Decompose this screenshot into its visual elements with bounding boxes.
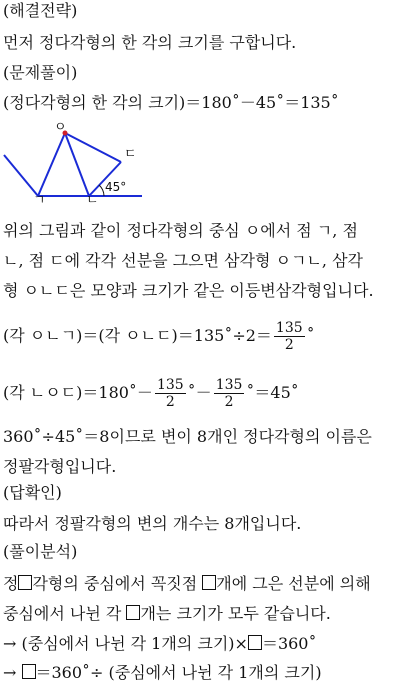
arrow-line-1 bbox=[3, 634, 316, 654]
eq2-fraction-2 bbox=[214, 377, 245, 410]
angle-label: 45° bbox=[105, 180, 127, 194]
arrow-text: ＝360˚÷ (중심에서 나뉜 각 1개의 크기) bbox=[35, 663, 322, 682]
eq2-fraction-1 bbox=[155, 377, 186, 410]
answer-header: (답확인) bbox=[3, 483, 62, 502]
eq1-denominator: 2 bbox=[284, 337, 294, 353]
strategy-header: (해결전략) bbox=[3, 1, 78, 20]
eq2-right: ˚＝45˚ bbox=[246, 383, 299, 402]
solution-header: (문제풀이) bbox=[3, 63, 78, 82]
eq1-numerator: 135 bbox=[275, 320, 303, 336]
answer-text: 따라서 정팔각형의 변의 개수는 8개입니다. bbox=[3, 514, 302, 533]
eq2-mid: ˚－ bbox=[187, 383, 212, 402]
equation-2 bbox=[3, 377, 299, 410]
arrow-line-2 bbox=[3, 663, 322, 683]
explain-line-2: ㄴ, 점 ㄷ에 각각 선분을 그으면 삼각형 ㅇㄱㄴ, 삼각 bbox=[3, 251, 363, 270]
label-g: ㄱ bbox=[33, 193, 46, 204]
equation-3-line-2: 정팔각형입니다. bbox=[3, 457, 117, 476]
arrow-text: → bbox=[3, 663, 22, 682]
analysis-line-2 bbox=[3, 604, 331, 624]
analysis-text: 개에 그은 선분에 의해 bbox=[216, 574, 371, 593]
analysis-line-1 bbox=[3, 574, 371, 594]
blank-box bbox=[22, 664, 36, 679]
polygon-figure bbox=[0, 118, 400, 204]
analysis-text: 개는 크기가 모두 같습니다. bbox=[140, 604, 331, 623]
analysis-header: (풀이분석) bbox=[3, 542, 78, 561]
label-o: ㅇ bbox=[54, 120, 67, 135]
analysis-text: 정 bbox=[3, 574, 19, 593]
angle-equation: (정다각형의 한 각의 크기)＝180˚－45˚＝135˚ bbox=[3, 93, 339, 112]
eq2-denominator-2: 2 bbox=[224, 394, 234, 410]
angle-arc bbox=[99, 185, 104, 196]
eq2-denominator-1: 2 bbox=[165, 394, 175, 410]
segment-o-g bbox=[38, 133, 65, 196]
eq2-numerator-1: 135 bbox=[156, 377, 184, 393]
label-d: ㄷ bbox=[124, 147, 137, 162]
label-n: ㄴ bbox=[86, 193, 99, 204]
eq1-fraction bbox=[274, 320, 305, 353]
equation-1 bbox=[3, 320, 315, 353]
eq1-left: (각 ㅇㄴㄱ)＝(각 ㅇㄴㄷ)＝135˚÷2＝ bbox=[3, 326, 272, 345]
blank-box bbox=[202, 575, 216, 590]
eq1-unit: ˚ bbox=[306, 326, 315, 345]
eq2-left: (각 ㄴㅇㄷ)＝180˚－ bbox=[3, 383, 153, 402]
arrow-text: → (중심에서 나뉜 각 1개의 크기)× bbox=[3, 634, 248, 653]
blank-box bbox=[18, 575, 32, 590]
analysis-text: 각형의 중심에서 꼭짓점 bbox=[32, 574, 203, 593]
blank-box bbox=[126, 605, 140, 620]
polygon-side-left bbox=[4, 155, 38, 196]
explain-line-3: 형 ㅇㄴㄷ은 모양과 크기가 같은 이등변삼각형입니다. bbox=[3, 281, 374, 300]
explain-line-1: 위의 그림과 같이 정다각형의 중심 ㅇ에서 점 ㄱ, 점 bbox=[3, 221, 358, 240]
strategy-text: 먼저 정다각형의 한 각의 크기를 구합니다. bbox=[3, 33, 297, 52]
equation-3-line-1: 360˚÷45˚＝8이므로 변이 8개인 정다각형의 이름은 bbox=[3, 427, 372, 446]
analysis-text: 중심에서 나뉜 각 bbox=[3, 604, 127, 623]
arrow-text: ＝360˚ bbox=[261, 634, 317, 653]
eq2-numerator-2: 135 bbox=[215, 377, 243, 393]
blank-box bbox=[248, 635, 262, 650]
